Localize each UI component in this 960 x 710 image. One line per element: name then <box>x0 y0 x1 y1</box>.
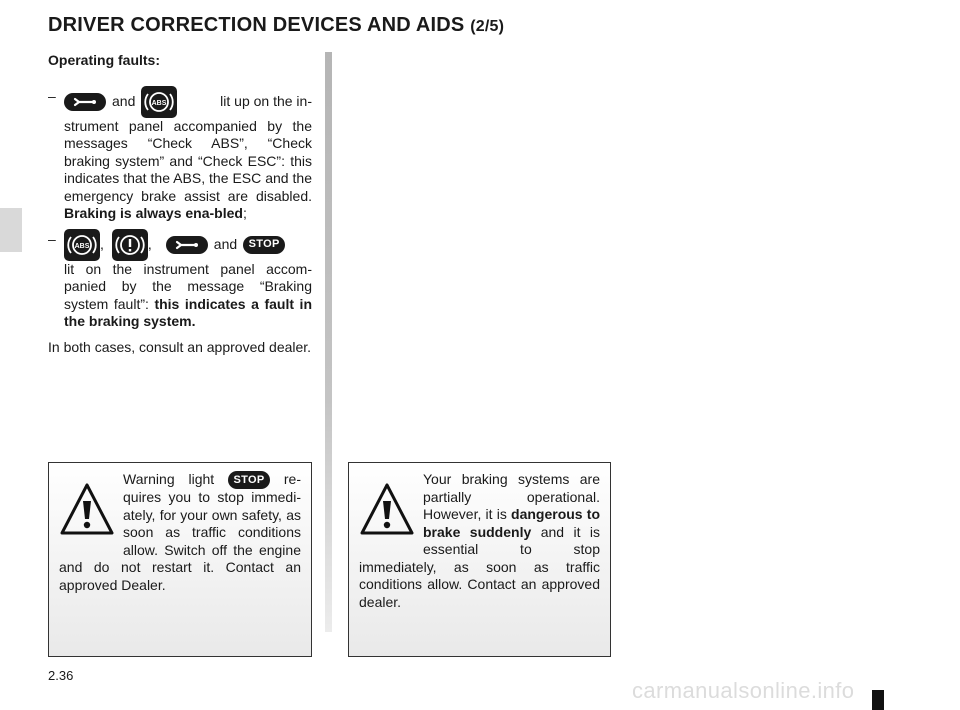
warning-box-2 <box>348 462 611 657</box>
title-text: DRIVER CORRECTION DEVICES AND AIDS <box>48 14 465 36</box>
wrench-icon <box>166 236 208 254</box>
svg-text:ABS: ABS <box>151 99 167 107</box>
warning-triangle-icon <box>359 481 415 541</box>
wrench-icon <box>64 93 106 111</box>
warning-pre: Your braking systems are partially operational. However, it is <box>423 471 600 522</box>
closing-text: In both cases, consult an approved dealer. <box>48 338 312 355</box>
item1-end: ; <box>242 205 247 221</box>
list-dash: – <box>48 87 56 104</box>
column-divider <box>325 52 332 632</box>
svg-text:ABS: ABS <box>74 242 90 250</box>
and-text: and <box>213 235 238 252</box>
page-title <box>48 14 504 37</box>
main-column <box>48 52 312 367</box>
page-number: 2.36 <box>48 668 74 683</box>
warning-post: re-quires you to stop immedi-ately, for your own safety, as soon as traffic conditions allow. Switch off the engine and do not restart it. Contact an approved Dealer. <box>59 471 301 593</box>
stop-icon: STOP <box>228 471 270 489</box>
item2-text: lit on the instrument panel accom-panied by the message “Braking system fault”: <box>64 260 312 312</box>
corner-mark <box>872 690 884 710</box>
watermark: carmanualsonline.info <box>632 678 855 703</box>
lead-text: lit up on the in- <box>220 92 312 109</box>
icon-line <box>64 231 312 259</box>
brake-fault-icon <box>112 229 148 261</box>
item2-bold: this indicates a fault in the braking system. <box>64 295 312 329</box>
fault-item-2 <box>48 231 312 331</box>
and-text: and <box>112 92 136 109</box>
stop-icon: STOP <box>243 236 285 254</box>
section-heading: Operating faults: <box>48 52 161 68</box>
abs-icon <box>64 229 100 261</box>
list-dash: – <box>48 230 56 247</box>
comma: , <box>100 235 104 252</box>
item1-text: strument panel accompanied by the messages “Check ABS”, “Check braking system” and “Check ESC”: this indicates that the ABS, the ESC and the emergency brake assist are disabled. <box>64 117 312 204</box>
section-tab <box>0 208 22 252</box>
abs-icon <box>141 86 177 118</box>
item1-bold: Braking is always ena-bled <box>64 205 243 221</box>
warning-box-1 <box>48 462 312 657</box>
comma: , <box>147 235 152 252</box>
warning-bold: dangerous to brake suddenly <box>423 506 600 540</box>
icon-line <box>64 88 312 116</box>
warning-post: and it is essential to stop immediately, as soon as traffic conditions allow. Contact an approved dealer. <box>359 523 601 610</box>
title-part: (2/5) <box>470 18 505 35</box>
warning-triangle-icon <box>59 481 115 541</box>
warning-pre: Warning light <box>123 471 215 487</box>
fault-item-1 <box>48 88 312 223</box>
